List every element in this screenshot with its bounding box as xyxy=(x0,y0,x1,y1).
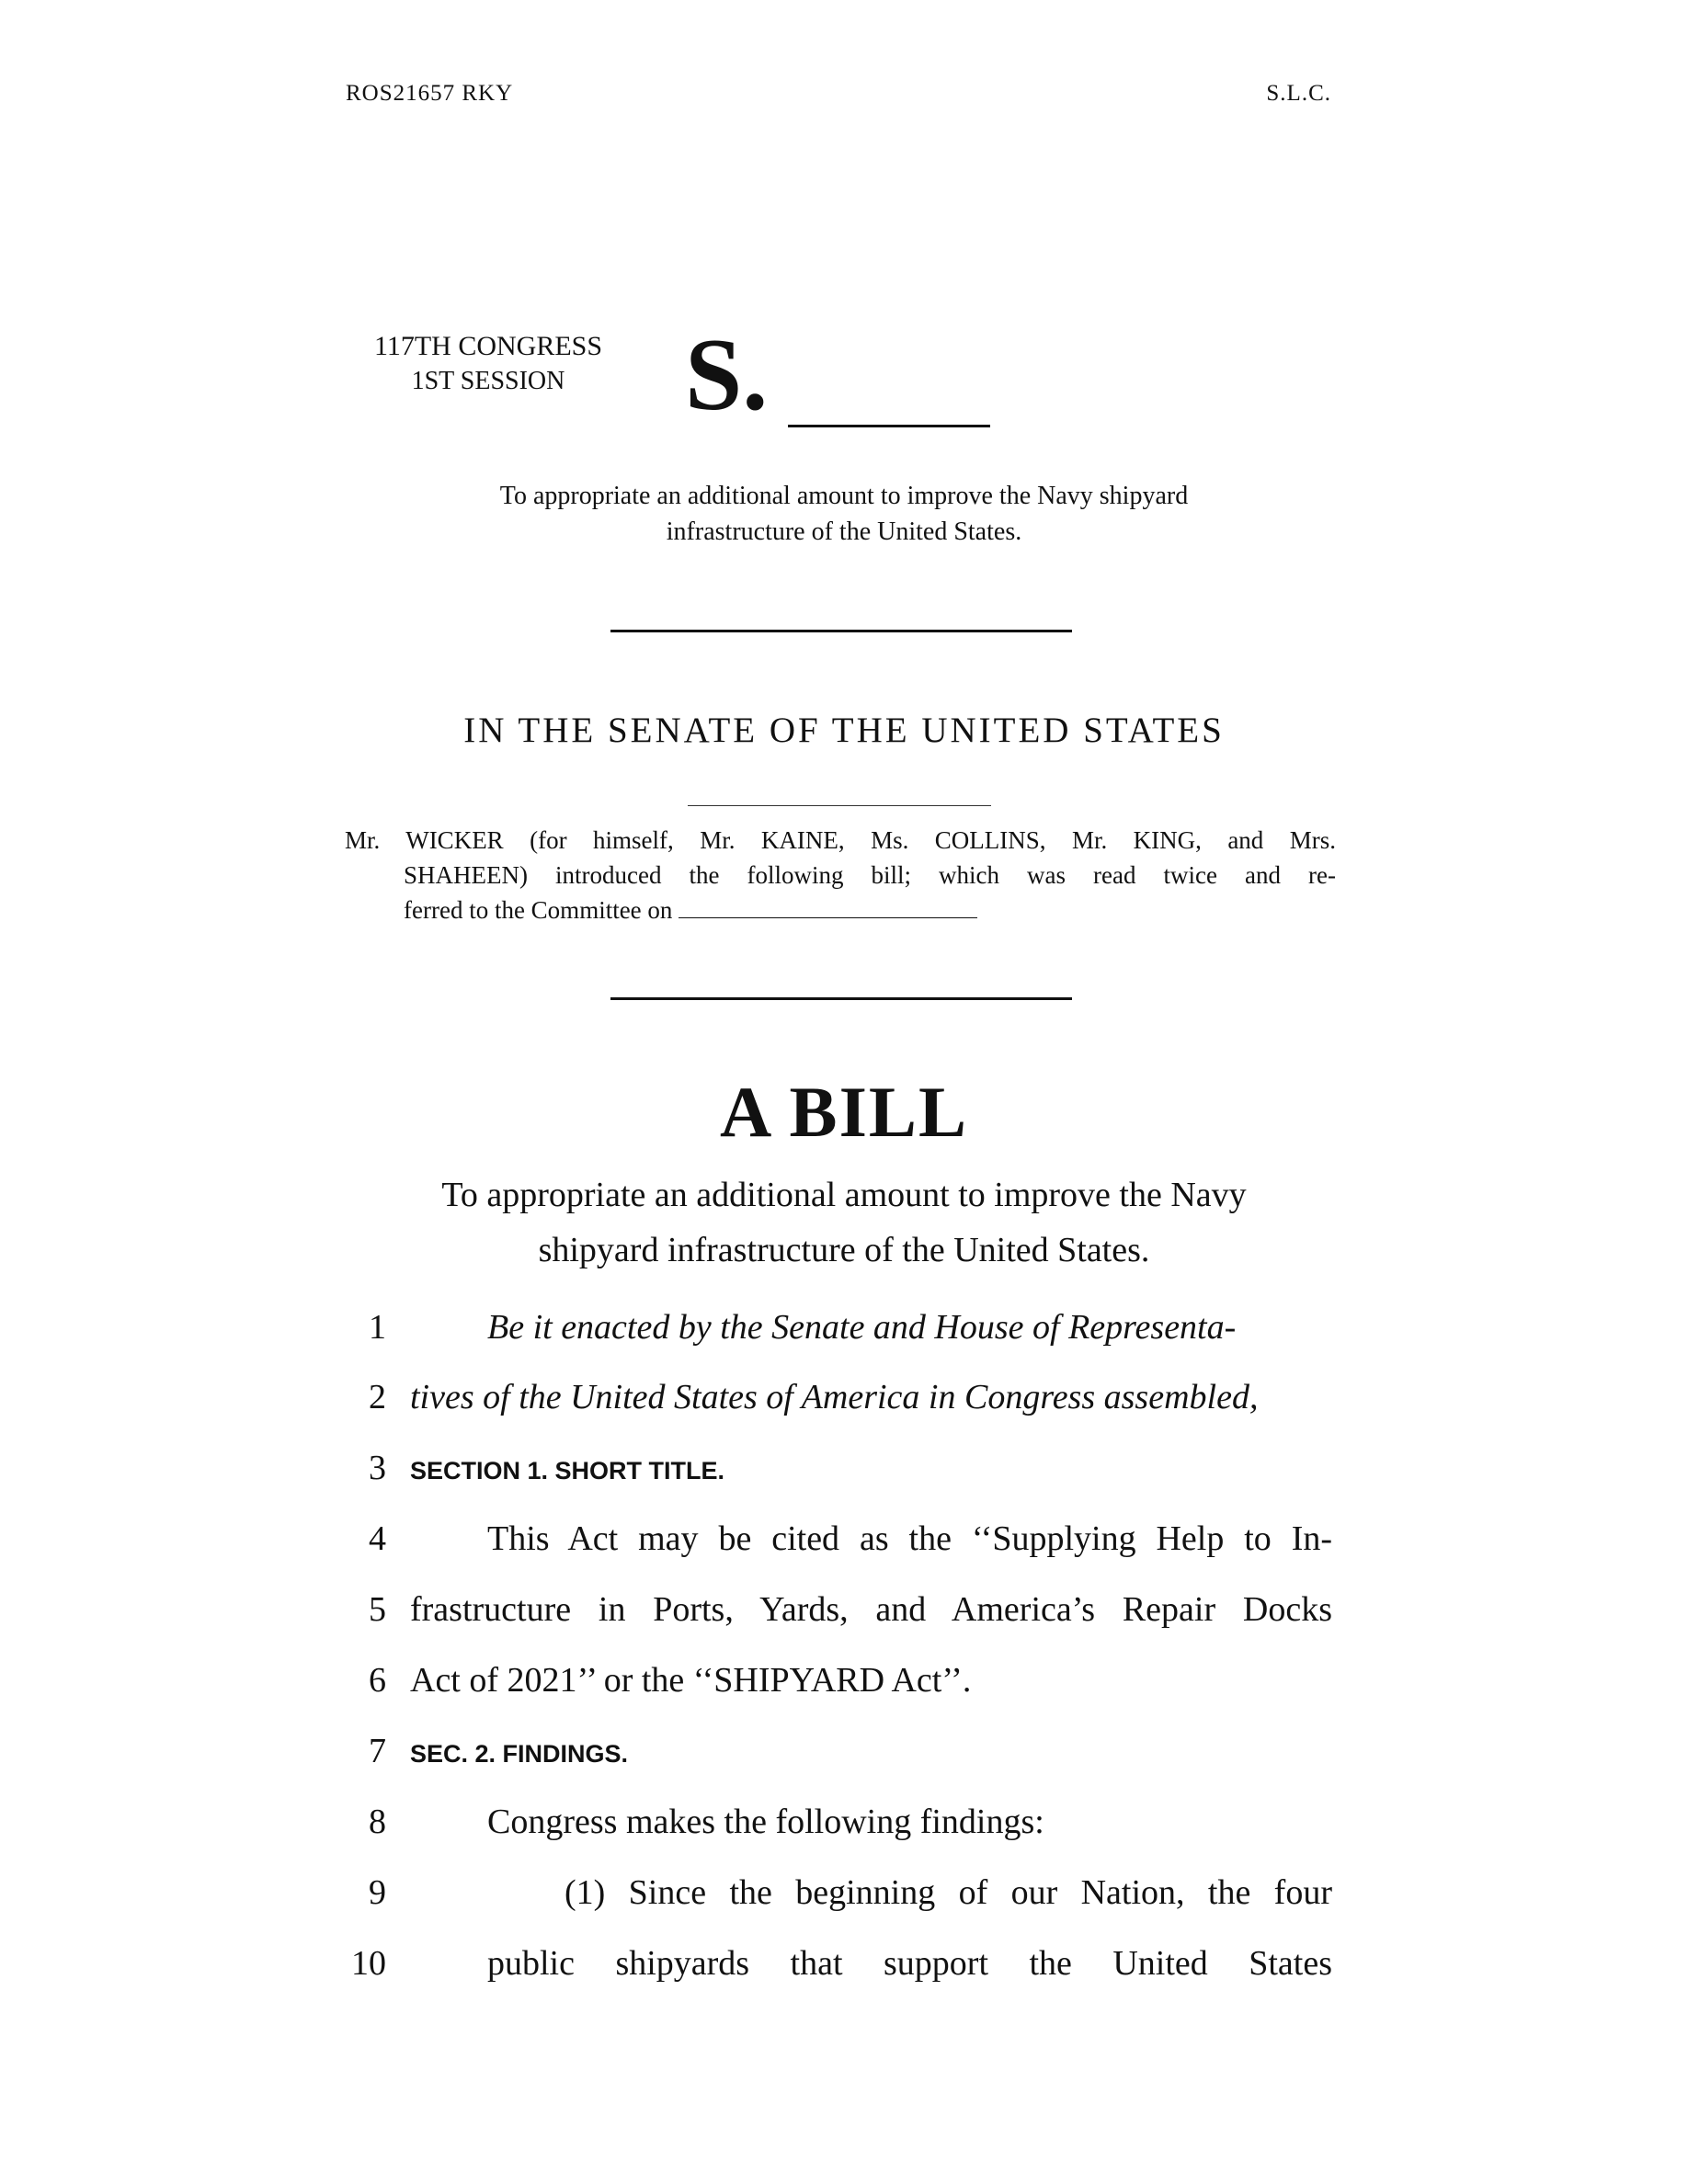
bill-number-blank xyxy=(788,425,990,427)
short-description-line-1: To appropriate an additional amount to improve the Navy shipyard xyxy=(499,482,1189,510)
session-label: 1ST SESSION xyxy=(411,367,565,395)
body-text-line: Act of 2021’’ or the ‘‘SHIPYARD Act’’. xyxy=(410,1661,972,1700)
bill-line xyxy=(0,1589,1688,1644)
committee-referral-text: ferred to the Committee on xyxy=(404,896,673,924)
bill-line xyxy=(0,1377,1688,1432)
bill-line xyxy=(0,1802,1688,1857)
line-number: 5 xyxy=(369,1590,386,1629)
bill-line xyxy=(0,1519,1688,1574)
line-number: 2 xyxy=(369,1378,386,1416)
a-bill-heading: A BILL xyxy=(720,1072,968,1152)
congress-session-block xyxy=(346,329,631,399)
bill-line xyxy=(0,1943,1688,1998)
enacting-clause-line: Be it enacted by the Senate and House of Representa- xyxy=(487,1308,1237,1347)
sponsor-line-3 xyxy=(345,893,1336,927)
sponsor-paragraph xyxy=(345,823,1336,927)
body-text-line: Congress makes the following findings: xyxy=(487,1803,1044,1841)
body-text-line: frastructure in Ports, Yards, and America’s Repair Docks xyxy=(410,1590,1332,1629)
congress-number: 117TH CONGRESS xyxy=(373,331,603,361)
line-number: 8 xyxy=(369,1803,386,1841)
sponsor-line-1: Mr. WICKER (for himself, Mr. KAINE, Ms. COLLINS, Mr. KING, and Mrs. xyxy=(345,826,1336,854)
line-number: 4 xyxy=(369,1519,386,1558)
divider-rule xyxy=(610,630,1072,632)
body-text-line: This Act may be cited as the ‘‘Supplying Help to In- xyxy=(487,1519,1332,1558)
line-number: 1 xyxy=(369,1308,386,1347)
long-title-line-1: To appropriate an additional amount to improve the Navy xyxy=(441,1176,1247,1214)
line-number: 3 xyxy=(369,1449,386,1487)
bill-line xyxy=(0,1872,1688,1928)
bill-line xyxy=(0,1307,1688,1362)
enacting-clause-line: tives of the United States of America in Congress assembled, xyxy=(410,1378,1259,1416)
long-title xyxy=(0,1167,1688,1278)
bill-prefix: S. xyxy=(685,318,769,432)
short-description xyxy=(0,478,1688,550)
body-text-line: public shipyards that support the United States xyxy=(487,1944,1332,1983)
sponsor-line-2: SHAHEEN) introduced the following bill; which was read twice and re- xyxy=(404,861,1336,889)
body-text-line: (1) Since the beginning of our Nation, the four xyxy=(565,1873,1332,1912)
line-number: 6 xyxy=(369,1661,386,1700)
bill-line xyxy=(0,1731,1688,1786)
slc-marker: S.L.C. xyxy=(1266,81,1331,106)
committee-blank xyxy=(679,893,977,918)
senate-heading: IN THE SENATE OF THE UNITED STATES xyxy=(463,711,1225,750)
line-number: 7 xyxy=(369,1732,386,1770)
line-number: 10 xyxy=(351,1944,386,1983)
section-heading: SECTION 1. SHORT TITLE. xyxy=(410,1457,725,1484)
bill-line xyxy=(0,1448,1688,1503)
document-id: ROS21657 RKY xyxy=(346,81,514,106)
section-heading: SEC. 2. FINDINGS. xyxy=(410,1740,629,1768)
short-description-line-2: infrastructure of the United States. xyxy=(666,518,1022,546)
bill-line xyxy=(0,1660,1688,1715)
divider-rule xyxy=(610,997,1072,1000)
long-title-line-2: shipyard infrastructure of the United States. xyxy=(538,1231,1150,1269)
line-number: 9 xyxy=(369,1873,386,1912)
divider-rule-thin xyxy=(688,805,991,806)
